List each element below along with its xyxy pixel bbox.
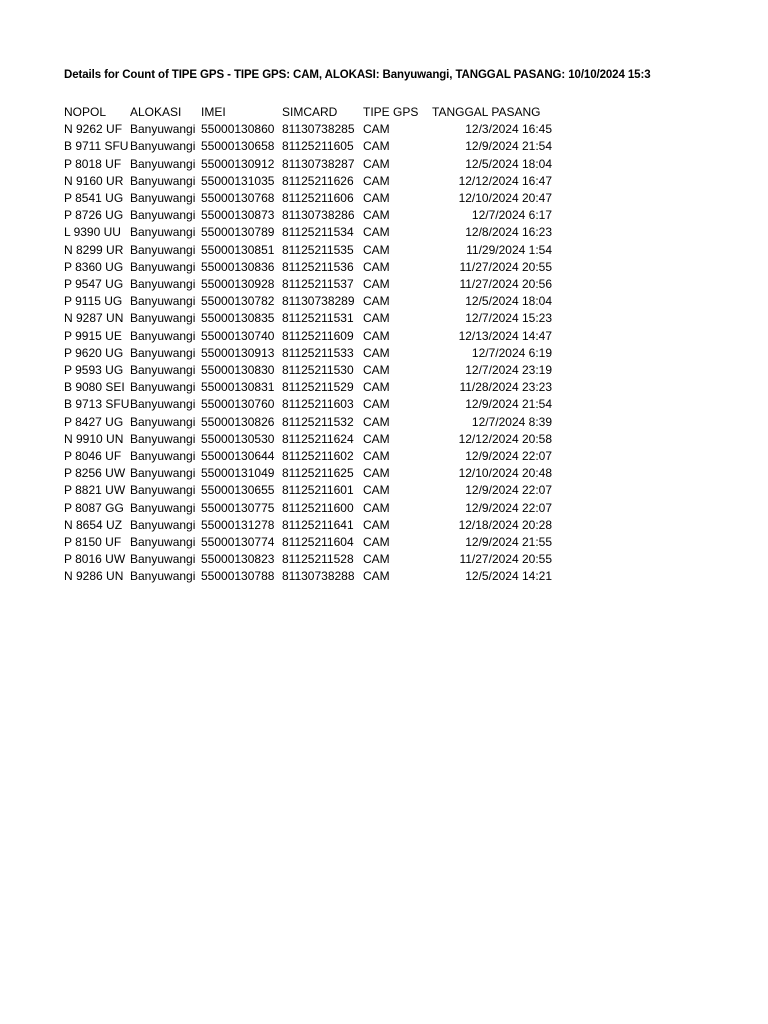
column-header-tipe-gps: TIPE GPS [363,105,419,119]
cell-alokasi: Banyuwangi [130,294,196,309]
cell-simcard: 81125211535 [282,242,354,257]
cell-simcard: 81125211530 [282,363,354,378]
cell-tanggal-pasang: 12/18/2024 20:28 [458,517,552,532]
cell-tipe-gps: CAM [363,449,390,464]
cell-alokasi: Banyuwangi [130,466,196,481]
cell-nopol: N 9160 UR [64,173,124,188]
cell-imei: 55000131278 [201,517,275,532]
cell-tipe-gps: CAM [363,225,390,240]
table-row [64,293,552,310]
report-title: Details for Count of TIPE GPS - TIPE GPS: CAM, ALOKASI: Banyuwangi, TANGGAL PASANG: 10/10/2024 15:3 [64,69,651,81]
cell-simcard: 81125211533 [282,345,354,360]
cell-alokasi: Banyuwangi [130,380,196,395]
table-row [64,310,552,327]
cell-alokasi: Banyuwangi [130,552,196,567]
cell-simcard: 81130738287 [282,156,355,171]
cell-simcard: 81125211532 [282,414,354,429]
cell-tanggal-pasang: 11/29/2024 1:54 [466,242,552,257]
cell-simcard: 81125211603 [282,397,354,412]
cell-nopol: P 8360 UG [64,259,124,274]
cell-simcard: 81125211606 [282,191,354,206]
cell-nopol: N 9262 UF [64,122,123,137]
cell-imei: 55000130788 [201,569,275,584]
cell-imei: 55000130655 [201,483,275,498]
cell-nopol: P 9620 UG [64,345,124,360]
details-table [64,104,552,586]
cell-tanggal-pasang: 12/9/2024 21:54 [465,139,552,154]
cell-alokasi: Banyuwangi [130,242,196,257]
table-row [64,190,552,207]
cell-nopol: P 8541 UG [64,191,124,206]
cell-simcard: 81125211641 [282,517,354,532]
cell-tipe-gps: CAM [363,191,390,206]
cell-tanggal-pasang: 12/9/2024 22:07 [465,500,552,515]
cell-tipe-gps: CAM [363,466,390,481]
cell-tipe-gps: CAM [363,363,390,378]
cell-nopol: P 8018 UF [64,156,122,171]
cell-simcard: 81130738285 [282,122,355,137]
cell-tanggal-pasang: 12/7/2024 8:39 [471,414,552,429]
cell-tanggal-pasang: 12/10/2024 20:48 [458,466,552,481]
cell-nopol: B 9711 SFU [64,139,129,154]
cell-simcard: 81125211534 [282,225,354,240]
column-header-nopol: NOPOL [64,105,107,119]
cell-alokasi: Banyuwangi [130,208,196,223]
cell-tanggal-pasang: 12/9/2024 21:54 [465,397,552,412]
table-row [64,276,552,293]
cell-imei: 55000130912 [201,156,275,171]
table-row [64,500,552,517]
cell-alokasi: Banyuwangi [130,173,196,188]
cell-tanggal-pasang: 12/5/2024 18:04 [465,294,552,309]
cell-tanggal-pasang: 12/12/2024 16:47 [458,173,552,188]
cell-tanggal-pasang: 12/7/2024 15:23 [465,311,552,326]
cell-nopol: N 9286 UN [64,569,124,584]
cell-tanggal-pasang: 12/8/2024 16:23 [465,225,552,240]
cell-tanggal-pasang: 12/7/2024 6:17 [471,208,552,223]
cell-alokasi: Banyuwangi [130,449,196,464]
cell-imei: 55000130775 [201,500,275,515]
table-row [64,207,552,224]
cell-imei: 55000130860 [201,122,275,137]
cell-nopol: P 9593 UG [64,363,124,378]
cell-simcard: 81125211600 [282,500,354,515]
cell-simcard: 81125211602 [282,449,354,464]
cell-tipe-gps: CAM [363,535,390,550]
table-row [64,156,552,173]
cell-imei: 55000130928 [201,277,275,292]
cell-imei: 55000130658 [201,139,275,154]
cell-simcard: 81125211609 [282,328,354,343]
cell-tipe-gps: CAM [363,414,390,429]
cell-alokasi: Banyuwangi [130,139,196,154]
table-row [64,224,552,241]
cell-imei: 55000130768 [201,191,275,206]
cell-alokasi: Banyuwangi [130,191,196,206]
cell-nopol: P 9115 UG [64,294,123,309]
cell-tipe-gps: CAM [363,345,390,360]
cell-imei: 55000130826 [201,414,275,429]
cell-nopol: P 8087 GG [64,500,124,515]
cell-tipe-gps: CAM [363,242,390,257]
cell-imei: 55000130774 [201,535,275,550]
cell-nopol: N 8299 UR [64,242,124,257]
cell-simcard: 81125211604 [282,535,354,550]
cell-tanggal-pasang: 12/12/2024 20:58 [458,431,552,446]
cell-nopol: N 9287 UN [64,311,124,326]
cell-tipe-gps: CAM [363,277,390,292]
cell-simcard: 81130738289 [282,294,355,309]
cell-imei: 55000131049 [201,466,275,481]
cell-simcard: 81125211601 [282,483,354,498]
cell-nopol: N 9910 UN [64,431,124,446]
table-body [64,121,552,585]
cell-nopol: P 8016 UW [64,552,126,567]
cell-imei: 55000130830 [201,363,275,378]
table-row [64,121,552,138]
table-row [64,396,552,413]
cell-tipe-gps: CAM [363,500,390,515]
cell-alokasi: Banyuwangi [130,517,196,532]
cell-nopol: P 9915 UE [64,328,122,343]
cell-tanggal-pasang: 12/10/2024 20:47 [458,191,552,206]
cell-imei: 55000130873 [201,208,275,223]
cell-nopol: P 8821 UW [64,483,126,498]
cell-tipe-gps: CAM [363,431,390,446]
cell-imei: 55000130823 [201,552,275,567]
table-row [64,448,552,465]
table-row [64,173,552,190]
cell-tipe-gps: CAM [363,311,390,326]
cell-simcard: 81130738288 [282,569,355,584]
cell-nopol: L 9390 UU [64,225,121,240]
table-row [64,568,552,585]
cell-tipe-gps: CAM [363,139,390,154]
cell-simcard: 81125211536 [282,259,354,274]
cell-imei: 55000130782 [201,294,275,309]
cell-tanggal-pasang: 12/5/2024 18:04 [465,156,552,171]
cell-simcard: 81125211537 [282,277,354,292]
cell-alokasi: Banyuwangi [130,259,196,274]
cell-alokasi: Banyuwangi [130,569,196,584]
cell-alokasi: Banyuwangi [130,431,196,446]
cell-alokasi: Banyuwangi [130,156,196,171]
cell-simcard: 81125211625 [282,466,354,481]
table-row [64,534,552,551]
cell-imei: 55000130530 [201,431,275,446]
cell-tanggal-pasang: 12/9/2024 21:55 [465,535,552,550]
cell-alokasi: Banyuwangi [130,277,196,292]
column-header-tanggal-pasang: TANGGAL PASANG [432,105,541,119]
cell-tanggal-pasang: 11/27/2024 20:55 [459,259,552,274]
cell-imei: 55000130644 [201,449,275,464]
column-header-imei: IMEI [201,105,226,119]
cell-tanggal-pasang: 11/28/2024 23:23 [459,380,552,395]
cell-nopol: P 8726 UG [64,208,124,223]
cell-alokasi: Banyuwangi [130,414,196,429]
cell-nopol: P 9547 UG [64,277,124,292]
cell-imei: 55000130760 [201,397,275,412]
cell-alokasi: Banyuwangi [130,535,196,550]
cell-imei: 55000130836 [201,259,275,274]
cell-alokasi: Banyuwangi [130,483,196,498]
table-row [64,414,552,431]
cell-alokasi: Banyuwangi [130,363,196,378]
cell-tanggal-pasang: 12/7/2024 6:19 [471,345,552,360]
cell-tipe-gps: CAM [363,552,390,567]
table-row [64,517,552,534]
cell-nopol: B 9713 SFU [64,397,130,412]
cell-nopol: B 9080 SEI [64,380,125,395]
cell-simcard: 81125211626 [282,173,354,188]
cell-tanggal-pasang: 12/5/2024 14:21 [465,569,552,584]
table-row [64,328,552,345]
cell-simcard: 81125211531 [282,311,354,326]
table-row [64,259,552,276]
cell-nopol: P 8150 UF [64,535,122,550]
table-row [64,551,552,568]
cell-tipe-gps: CAM [363,328,390,343]
cell-alokasi: Banyuwangi [130,122,196,137]
table-header [64,104,552,121]
cell-imei: 55000130913 [201,345,275,360]
cell-alokasi: Banyuwangi [130,311,196,326]
cell-tipe-gps: CAM [363,483,390,498]
cell-tipe-gps: CAM [363,122,390,137]
cell-imei: 55000130831 [201,380,275,395]
cell-tipe-gps: CAM [363,208,390,223]
cell-tipe-gps: CAM [363,380,390,395]
table-row [64,431,552,448]
cell-tanggal-pasang: 12/9/2024 22:07 [465,483,552,498]
table-row [64,138,552,155]
cell-tanggal-pasang: 11/27/2024 20:55 [459,552,552,567]
column-header-alokasi: ALOKASI [130,105,182,119]
cell-tipe-gps: CAM [363,294,390,309]
cell-tipe-gps: CAM [363,397,390,412]
cell-tanggal-pasang: 12/13/2024 14:47 [458,328,552,343]
cell-nopol: N 8654 UZ [64,517,123,532]
column-header-simcard: SIMCARD [282,105,338,119]
cell-alokasi: Banyuwangi [130,225,196,240]
cell-tipe-gps: CAM [363,569,390,584]
cell-tipe-gps: CAM [363,517,390,532]
cell-nopol: P 8046 UF [64,449,122,464]
cell-simcard: 81125211528 [282,552,354,567]
cell-simcard: 81130738286 [282,208,355,223]
cell-simcard: 81125211605 [282,139,354,154]
cell-imei: 55000130835 [201,311,275,326]
cell-alokasi: Banyuwangi [130,345,196,360]
cell-tanggal-pasang: 12/7/2024 23:19 [465,363,552,378]
table-row [64,379,552,396]
table-row [64,362,552,379]
cell-tipe-gps: CAM [363,173,390,188]
cell-simcard: 81125211624 [282,431,354,446]
cell-imei: 55000130789 [201,225,275,240]
table-row [64,345,552,362]
cell-alokasi: Banyuwangi [130,397,196,412]
cell-simcard: 81125211529 [282,380,354,395]
header-row [64,104,552,121]
table-row [64,465,552,482]
cell-nopol: P 8256 UW [64,466,126,481]
table-row [64,482,552,499]
cell-tipe-gps: CAM [363,156,390,171]
table-row [64,242,552,259]
cell-tanggal-pasang: 12/3/2024 16:45 [465,122,552,137]
cell-imei: 55000130851 [201,242,275,257]
cell-imei: 55000131035 [201,173,275,188]
cell-tanggal-pasang: 11/27/2024 20:56 [459,277,552,292]
cell-alokasi: Banyuwangi [130,328,196,343]
cell-tipe-gps: CAM [363,259,390,274]
cell-nopol: P 8427 UG [64,414,124,429]
cell-alokasi: Banyuwangi [130,500,196,515]
cell-tanggal-pasang: 12/9/2024 22:07 [465,449,552,464]
cell-imei: 55000130740 [201,328,275,343]
